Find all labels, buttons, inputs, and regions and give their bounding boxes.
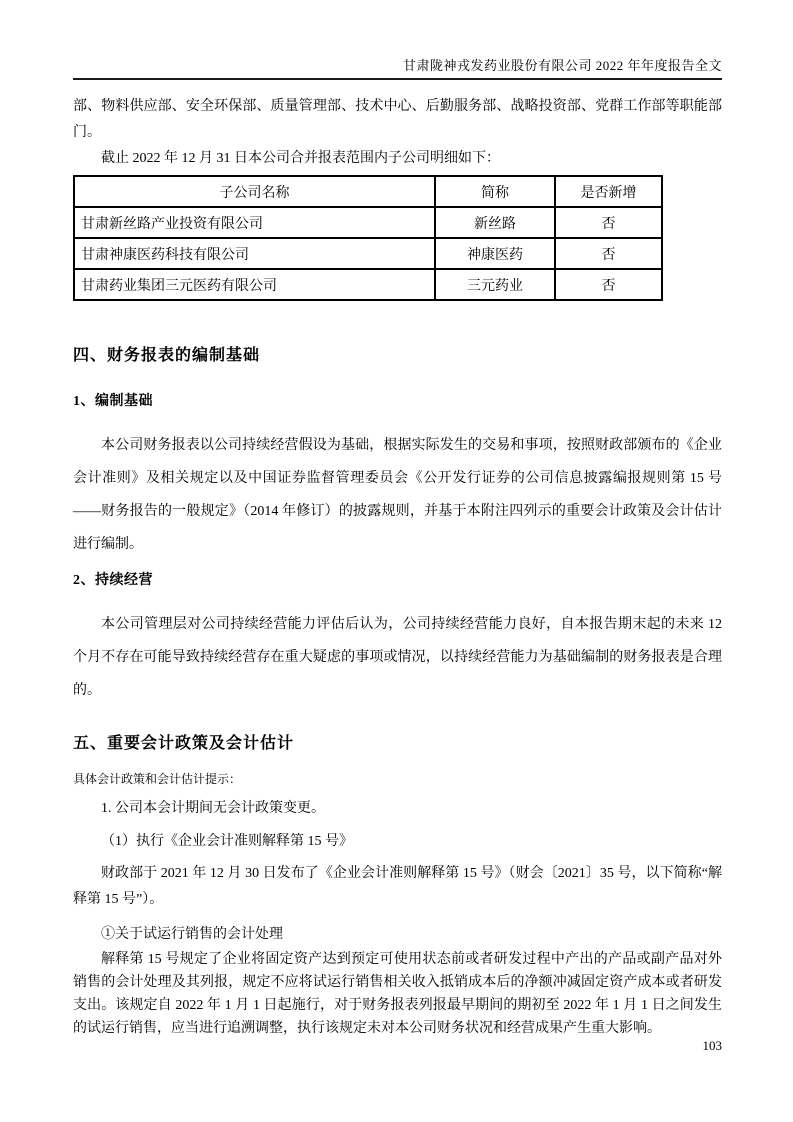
table-cell-subsidiary-name: 甘肃新丝路产业投资有限公司 [74, 207, 435, 238]
note-policy-hint: 具体会计政策和会计估计提示： [73, 772, 242, 786]
subsection-title-going-concern: 2、持续经营 [73, 573, 153, 588]
paragraph-trial-run-sales-detail: 解释第 15 号规定了企业将固定资产达到预定可使用状态前或者研发过程中产出的产品或副产品对外销售的会计处理及其列报，规定不应将试运行销售相关收入抵销成本后的净额冲减固定资产成本或者研发支出。该规定自 2022 年 1 月 1 日起施行，对于财务报表列报最早期间的期初至 2022 年 1 月 1 日之间发生的试运行销售，应当进行追溯调整，执行该规定未对本公司财务状况和经营成果产生重大影响。 [73, 952, 722, 1036]
table-cell-short-name: 新丝路 [435, 207, 555, 238]
subsection-title-preparation-basis: 1、编制基础 [73, 394, 153, 409]
table-cell-subsidiary-name: 甘肃药业集团三元医药有限公司 [74, 269, 435, 300]
page-header: 甘肃陇神戎发药业股份有限公司 2022 年年度报告全文 [73, 58, 722, 80]
paragraph-mof-release: 财政部于 2021 年 12 月 30 日发布了《企业会计准则解释第 15 号》（财会〔2021〕35 号，以下简称“解释第 15 号”）。 [73, 866, 722, 907]
table-row [74, 238, 662, 269]
column-header-subsidiary-name: 子公司名称 [74, 176, 435, 207]
table-cell-subsidiary-name: 甘肃神康医药科技有限公司 [74, 238, 435, 269]
section-title-basis-of-preparation: 四、财务报表的编制基础 [73, 347, 261, 364]
table-cell-is-new: 否 [555, 269, 662, 300]
item-trial-run-sales: ①关于试运行销售的会计处理 [101, 927, 283, 942]
item-no-policy-change: 1. 公司本会计期间无会计政策变更。 [101, 801, 325, 816]
paragraph-preparation-basis: 本公司财务报表以公司持续经营假设为基础，根据实际发生的交易和事项，按照财政部颁布的《企业会计准则》及相关规定以及中国证券监督管理委员会《公开发行证券的公司信息披露编报规则第 15 号——财务报告的一般规定》（2014 年修订）的披露规则，并基于本附注四列示的重要会计政策及会计估计进行编制。 [73, 438, 722, 552]
table-cell-is-new: 否 [555, 238, 662, 269]
page-number: 103 [702, 1038, 722, 1053]
item-interpretation-15: （1）执行《企业会计准则解释第 15 号》 [101, 834, 353, 849]
table-header-row [74, 176, 662, 207]
column-header-is-new: 是否新增 [555, 176, 662, 207]
table-cell-short-name: 三元药业 [435, 269, 555, 300]
table-cell-is-new: 否 [555, 207, 662, 238]
subsidiaries-table [73, 175, 663, 301]
table-row [74, 269, 662, 300]
table-row [74, 207, 662, 238]
column-header-short-name: 简称 [435, 176, 555, 207]
table-cell-short-name: 神康医药 [435, 238, 555, 269]
subsidiaries-lead-text: 截止 2022 年 12 月 31 日本公司合并报表范围内子公司明细如下： [101, 151, 500, 166]
paragraph-going-concern: 本公司管理层对公司持续经营能力评估后认为，公司持续经营能力良好，自本报告期末起的未来 12 个月不存在可能导致持续经营存在重大疑虑的事项或情况，以持续经营能力为基础编制的财务报表是合理的。 [73, 617, 722, 698]
paragraph-departments: 部、物料供应部、安全环保部、质量管理部、技术中心、后勤服务部、战略投资部、党群工作部等职能部门。 [73, 99, 722, 140]
section-title-accounting-policies: 五、重要会计政策及会计估计 [73, 735, 295, 752]
